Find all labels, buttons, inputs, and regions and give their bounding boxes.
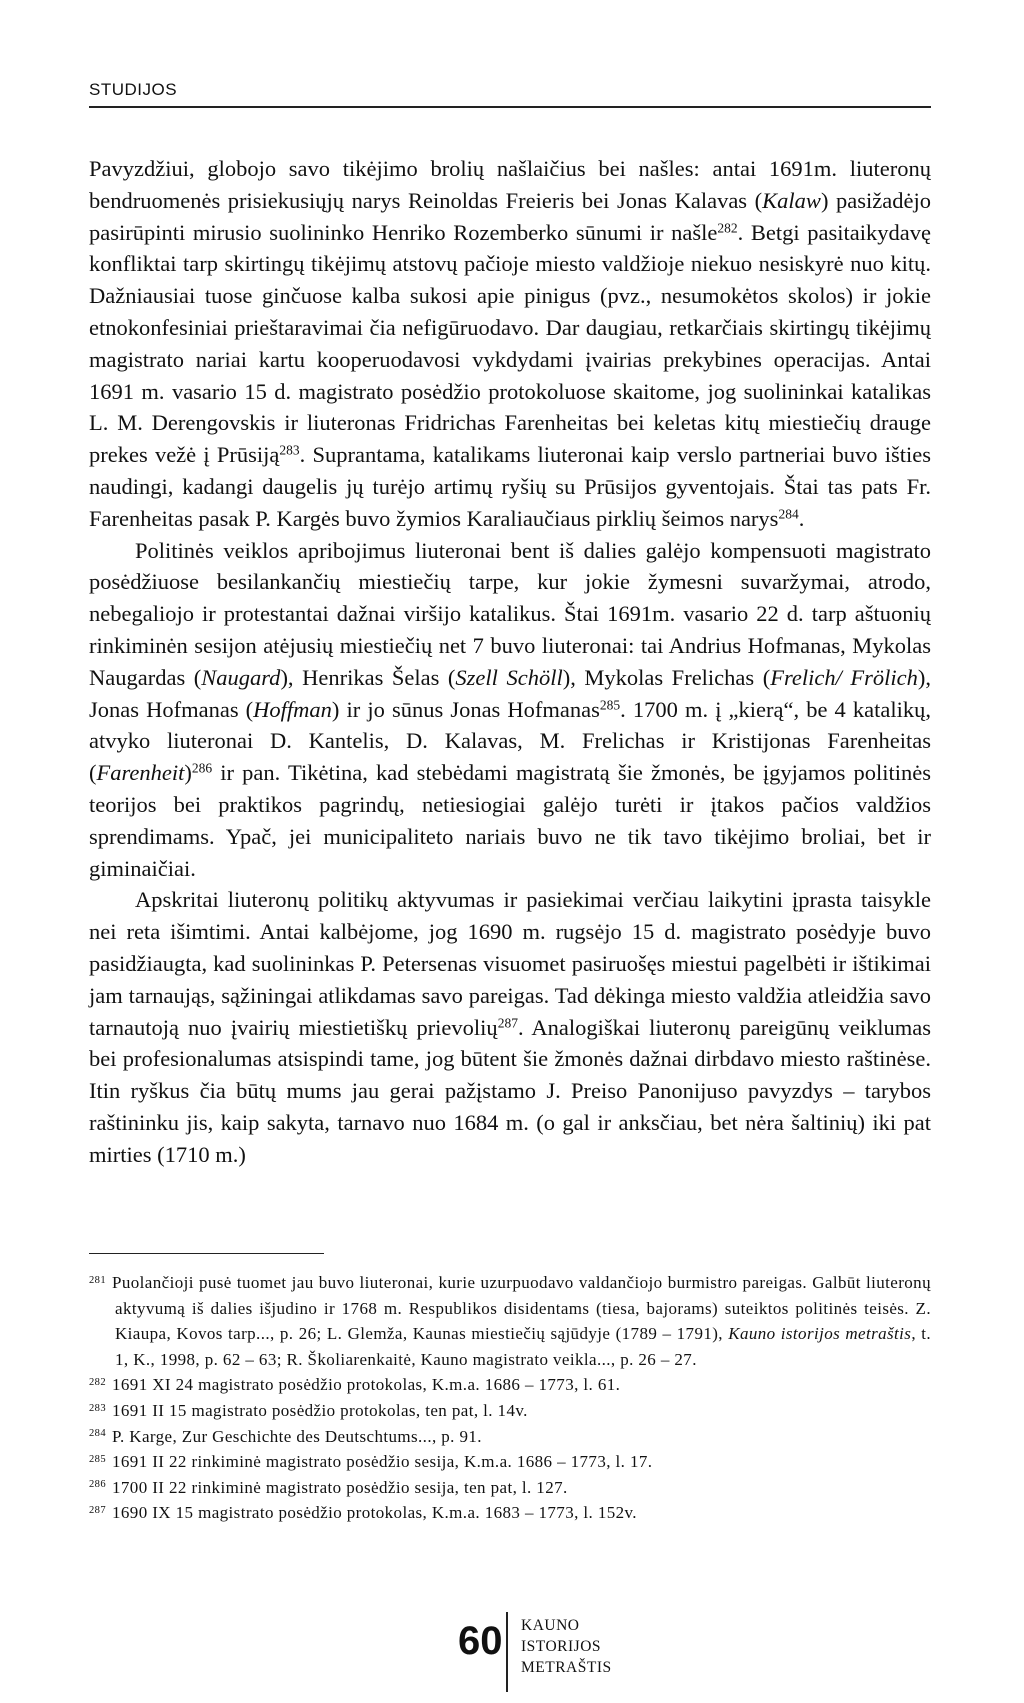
footnote-reference: 284 <box>778 506 799 522</box>
text-run: . 1700 m. į „kierą“, be 4 katalikų, atvyko liuteronai D. Kantelis, D. Kalavas, M. Frelichas ir Kristijonas Farenheitas ( <box>89 696 931 786</box>
text-run: , t. 1, K., 1998, p. 62 – 63; R. Školiarenkaitė, Kauno magistrato veikla..., p. 26 – 27. <box>115 1324 932 1369</box>
text-run: 1700 II 22 rinkiminė magistrato posėdžio sesija, ten pat, l. 127. <box>112 1477 568 1497</box>
italic-text: Kauno istorijos metraštis <box>728 1324 912 1344</box>
italic-text: Hoffman <box>253 696 332 722</box>
footnote-reference: 286 <box>191 760 213 776</box>
journal-title <box>521 1615 612 1678</box>
footnote-number: 286 <box>89 1479 106 1491</box>
footnote-reference: 282 <box>717 220 738 236</box>
italic-text: Frelich/ Frölich <box>770 664 918 690</box>
footnote-number: 281 <box>89 1274 106 1286</box>
text-run: . Suprantama, katalikams liuteronai kaip verslo partneriai buvo išties naudingi, kadangi daugelis jų turėjo artimų ryšių su Prūsijos gyventojais. Štai tas pats Fr. Farenheitas pasak P. Kargės buvo žymios Karaliaučiaus pirklių šeimos narys <box>89 442 931 531</box>
italic-text: Kalaw <box>762 187 821 213</box>
footnote-rule <box>89 1253 324 1254</box>
text-run: ) ir jo sūnus Jonas Hofmanas <box>331 696 600 722</box>
text-run: Puolančioji pusė tuomet jau buvo liuteronai, kurie uzurpuodavo valdančiojo burmistro pareigas. Galbūt liuteronų aktyvumą iš dalies išjudino ir 1768 m. Respublikos disidentams (tiesa, bajorams) suteiktos politinės teisės. Z. Kiaupa, Kovos tarp..., p. 26; L. Glemža, Kaunas miestiečių sąjūdyje (1789 – 1791), <box>112 1273 931 1344</box>
text-run: Politinės veiklos apribojimus liuteronai bent iš dalies galėjo kompensuoti magistrato posėdžiuose besilankančių miestiečių tarpe, kur jokie žymesni suvaržymai, atrodo, nebegaliojo ir protestantai dažnai viršijo katalikus. Štai 1691m. vasario 22 d. tarp aštuonių rinkiminėn sesijon atėjusių miestiečių net 7 buvo liuteronai: tai Andrius Hofmanas, Mykolas Naugardas ( <box>89 537 931 690</box>
footnote-281 <box>89 1270 931 1372</box>
text-run: ), Mykolas Frelichas ( <box>562 664 771 690</box>
footnote-286 <box>89 1475 931 1501</box>
page-number: 60 <box>458 1619 503 1663</box>
body-text <box>89 153 931 1171</box>
running-head: STUDIJOS <box>89 80 178 99</box>
footnote-reference: 283 <box>279 442 300 458</box>
text-run: ) pasižadėjo pasirūpinti mirusio suolininko Henriko Rozemberko sūnumi ir našle <box>89 187 932 245</box>
footnote-reference: 287 <box>497 1015 518 1031</box>
text-run: . Betgi pasitaikydavę konfliktai tarp skirtingų tikėjimų atstovų pačioje miesto valdžioje niekuo nesiskyrė nuo kitų. Dažniausiai tuose ginčuose kalba sukosi apie pinigus (pvz., nesumokėtos skolos) ir jokie etnokonfesiniai prieštaravimai čia nefigūruodavo. Dar daugiau, retkarčiais skirtingų tikėjimų magistrato nariai kartu kooperuodavosi vykdydami įvairias prekybines operacijas. Antai 1691 m. vasario 15 d. magistrato posėdžio protokoluose skaitome, jog suolininkai katalikas L. M. Derengovskis ir liuteronas Fridrichas Farenheitas bei keletas kitų miestiečių drauge prekes vežė į Prūsiją <box>89 219 931 468</box>
footnote-287 <box>89 1500 931 1526</box>
header-rule <box>89 106 931 108</box>
footnote-number: 287 <box>89 1505 106 1517</box>
italic-text: Naugard <box>201 664 281 690</box>
paragraph-1 <box>89 153 931 535</box>
footnote-285 <box>89 1449 931 1475</box>
text-run: ), Henrikas Šelas ( <box>280 664 456 690</box>
text-run: P. Karge, Zur Geschichte des Deutschtums..., p. 91. <box>112 1426 482 1446</box>
paragraph-2 <box>89 535 931 885</box>
italic-text: Szell Schöll <box>455 664 563 690</box>
text-run: ), Jonas Hofmanas ( <box>89 664 932 722</box>
footnote-number: 285 <box>89 1453 106 1465</box>
text-run: Pavyzdžiui, globojo savo tikėjimo brolių našlaičius bei našles: antai 1691m. liuteronų bendruomenės prisiekusiųjų narys Reinoldas Freieris bei Jonas Kalavas ( <box>89 156 931 213</box>
footnotes <box>89 1270 931 1526</box>
folio-divider <box>506 1612 508 1692</box>
footnote-number: 284 <box>89 1428 106 1440</box>
footnote-283 <box>89 1398 931 1424</box>
footnote-number: 283 <box>89 1402 106 1414</box>
text-run: 1690 IX 15 magistrato posėdžio protokolas, K.m.a. 1683 – 1773, l. 152v. <box>112 1503 637 1523</box>
text-run: 1691 II 15 magistrato posėdžio protokolas, ten pat, l. 14v. <box>112 1400 528 1420</box>
footnote-284 <box>89 1424 931 1450</box>
journal-title-line: METRAŠTIS <box>521 1659 612 1676</box>
footnote-282 <box>89 1372 931 1398</box>
text-run: 1691 XI 24 magistrato posėdžio protokolas, K.m.a. 1686 – 1773, l. 61. <box>112 1375 621 1395</box>
text-run: ) <box>184 760 192 786</box>
text-run: ir pan. Tikėtina, kad stebėdami magistratą šie žmonės, be įgyjamos politinės teorijos bei praktikos pagrindų, netiesiogiai galėjo turėti ir įtakos pačios valdžios sprendimams. Ypač, jei municipaliteto nariais buvo ne tik tavo tikėjimo broliai, bet ir giminaičiai. <box>89 760 931 881</box>
footnote-reference: 285 <box>599 697 621 713</box>
text-run: . <box>798 505 805 531</box>
footnote-number: 282 <box>89 1377 106 1389</box>
journal-title-line: ISTORIJOS <box>521 1638 602 1655</box>
text-run: 1691 II 22 rinkiminė magistrato posėdžio sesija, K.m.a. 1686 – 1773, l. 17. <box>112 1452 653 1472</box>
paragraph-3 <box>89 884 931 1170</box>
text-run: Apskritai liuteronų politikų aktyvumas ir pasiekimai verčiau laikytini įprasta taisykle nei reta išimtimi. Antai kalbėjome, jog 1690 m. rugsėjo 15 d. magistrato posėdyje buvo pasidžiaugta, kad suolininkas P. Petersenas visuomet pasiruošęs miestui pagelbėti ir ištikimai jam tarnaująs, sąžiningai atlikdamas savo pareigas. Tad dėkinga miesto valdžia atleidžia savo tarnautoją nuo įvairių miestietiškų prievolių <box>89 887 931 1040</box>
text-run: . Analogiškai liuteronų pareigūnų veiklumas bei profesionalumas atsispindi tame, jog būtent šie žmonės dažnai dirbdavo miesto raštinėse. Itin ryškus čia būtų mums jau gerai pažįstamo J. Preiso Panonijuso pavyzdys – tarybos raštininku jis, kaip sakyta, tarnavo nuo 1684 m. (o gal ir anksčiau, bet nėra šaltinių) iki pat mirties (1710 m.) <box>89 1014 931 1167</box>
italic-text: Farenheit <box>96 760 185 786</box>
journal-title-line: KAUNO <box>521 1617 580 1634</box>
